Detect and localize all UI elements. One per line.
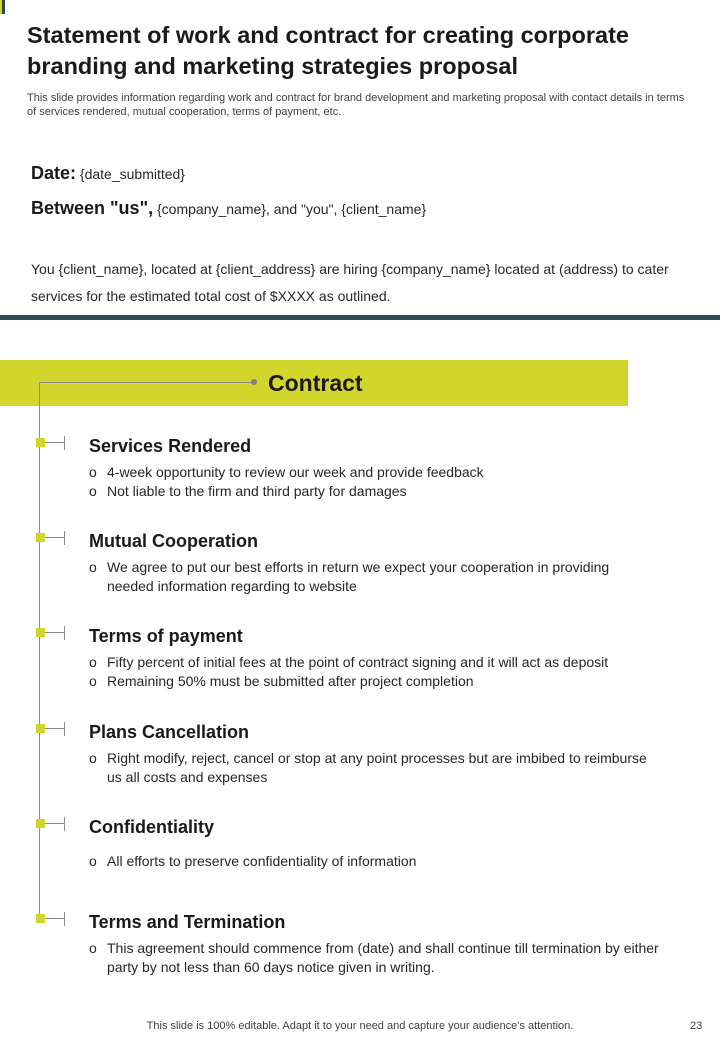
bullet-text: 4-week opportunity to review our week and provide feedback xyxy=(107,464,484,480)
bullet-circle-icon: o xyxy=(89,654,97,670)
section-divider xyxy=(0,315,720,320)
section-bullet-list xyxy=(89,852,659,871)
bullet-circle-icon: o xyxy=(89,464,97,480)
bullet-text: We agree to put our best efforts in return we expect your cooperation in providing needed information regarding to website xyxy=(107,559,610,594)
timeline-horizontal-line xyxy=(39,382,253,383)
page-subtitle: This slide provides information regarding work and contract for brand development and marketing proposal with contact details in terms of services rendered, mutual cooperation, terms of payment, etc. xyxy=(27,92,685,118)
list-item xyxy=(89,852,659,871)
section-connector-tick xyxy=(64,436,65,450)
section-connector-line xyxy=(45,632,65,633)
timeline-vertical-line xyxy=(39,382,40,922)
bullet-circle-icon: o xyxy=(89,673,97,689)
section-heading: Mutual Cooperation xyxy=(89,531,258,551)
bullet-circle-icon: o xyxy=(89,853,97,869)
between-value: {company_name}, and "you", {client_name} xyxy=(153,201,427,217)
bullet-text: Not liable to the firm and third party for damages xyxy=(107,483,407,499)
bullet-text: This agreement should commence from (date) and shall continue till termination by either party by not less than 60 days notice given in writing. xyxy=(107,940,659,975)
section-bullet-list xyxy=(89,653,659,691)
date-label: Date: xyxy=(31,163,77,183)
section-bullet-list xyxy=(89,463,659,501)
section-connector-tick xyxy=(64,531,65,545)
bullet-circle-icon: o xyxy=(89,940,97,956)
bullet-text: All efforts to preserve confidentiality of information xyxy=(107,853,417,869)
list-item xyxy=(89,653,659,672)
date-value: {date_submitted} xyxy=(76,166,185,182)
section-marker-square-icon xyxy=(36,628,45,637)
section-connector-line xyxy=(45,442,65,443)
corner-decoration xyxy=(0,0,6,14)
section-marker-square-icon xyxy=(36,533,45,542)
section-marker-square-icon xyxy=(36,914,45,923)
list-item xyxy=(89,749,659,787)
section-heading: Plans Cancellation xyxy=(89,722,250,742)
footer-text: This slide is 100% editable. Adapt it to your need and capture your audience’s attention. xyxy=(146,1020,574,1032)
between-label: Between "us", xyxy=(31,198,154,218)
page-number: 23 xyxy=(690,1020,703,1032)
bullet-circle-icon: o xyxy=(89,559,97,575)
section-connector-tick xyxy=(64,912,65,926)
bullet-circle-icon: o xyxy=(89,483,97,499)
list-item xyxy=(89,558,659,596)
list-item xyxy=(89,939,659,977)
between-row xyxy=(31,198,426,219)
section-heading: Terms of payment xyxy=(89,626,243,646)
section-bullet-list xyxy=(89,558,659,596)
timeline-dot-icon xyxy=(251,379,257,385)
section-connector-tick xyxy=(64,722,65,736)
list-item xyxy=(89,672,659,691)
intro-paragraph: You {client_name}, located at {client_address} are hiring {company_name} located at (address) to cater services for the estimated total cost of $XXXX as outlined. xyxy=(31,261,669,304)
section-connector-tick xyxy=(64,817,65,831)
bullet-circle-icon: o xyxy=(89,750,97,766)
bullet-text: Right modify, reject, cancel or stop at any point processes but are imbibed to reimburse us all costs and expenses xyxy=(107,750,647,785)
section-connector-line xyxy=(45,823,65,824)
section-marker-square-icon xyxy=(36,819,45,828)
page-title: Statement of work and contract for creating corporate branding and marketing strategies proposal xyxy=(27,22,629,79)
section-heading: Terms and Termination xyxy=(89,912,286,932)
section-connector-line xyxy=(45,728,65,729)
bullet-text: Fifty percent of initial fees at the point of contract signing and it will act as deposit xyxy=(107,654,609,670)
section-bullet-list xyxy=(89,749,659,787)
section-connector-tick xyxy=(64,626,65,640)
section-connector-line xyxy=(45,918,65,919)
section-connector-line xyxy=(45,537,65,538)
date-row xyxy=(31,163,185,184)
section-heading: Confidentiality xyxy=(89,817,214,837)
section-marker-square-icon xyxy=(36,438,45,447)
list-item xyxy=(89,463,659,482)
list-item xyxy=(89,482,659,501)
bullet-text: Remaining 50% must be submitted after project completion xyxy=(107,673,474,689)
section-bullet-list xyxy=(89,939,659,977)
contract-title: Contract xyxy=(268,370,363,396)
section-heading: Services Rendered xyxy=(89,436,252,456)
section-marker-square-icon xyxy=(36,724,45,733)
